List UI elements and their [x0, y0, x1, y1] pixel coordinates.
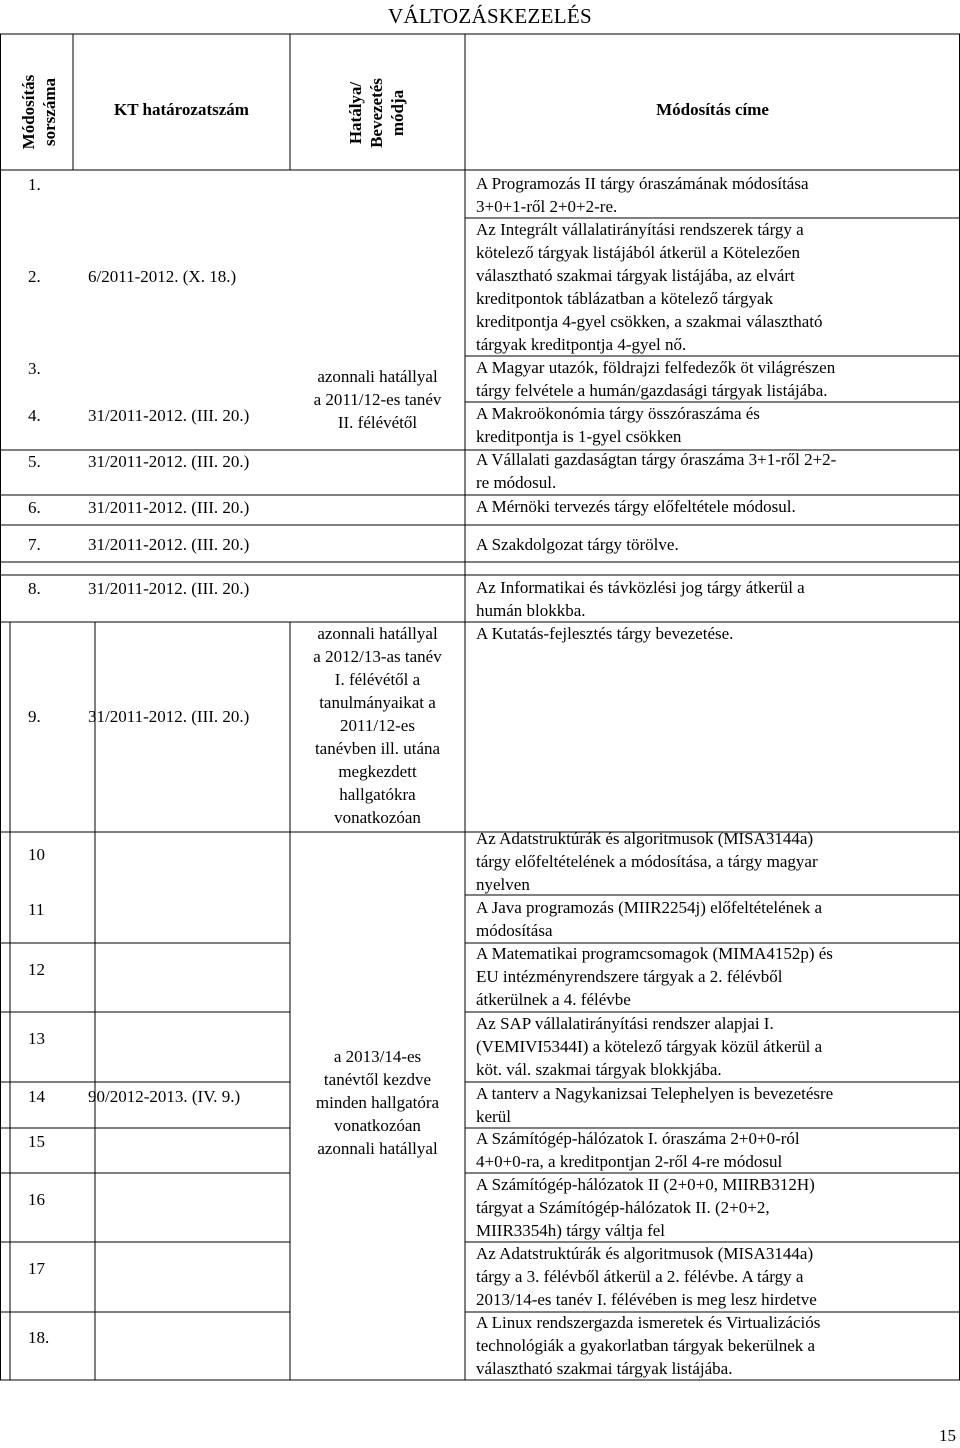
resolution-number: 31/2011-2012. (III. 20.) — [88, 452, 250, 471]
row-number: 15 — [28, 1132, 45, 1151]
row-number: 9. — [28, 707, 41, 726]
row-number: 11 — [28, 900, 45, 919]
header-resolution: KT határozatszám — [114, 100, 249, 119]
resolution-number: 31/2011-2012. (III. 20.) — [88, 707, 250, 726]
row-number: 5. — [28, 452, 41, 471]
row-number: 13 — [28, 1029, 45, 1048]
row-title: Az Integrált vállalatirányítási rendszerek tárgy a kötelező tárgyak listájából átkerül a Kötelezően választható szakmai tárgyak listájába, az elvárt kreditpontok táblázatban a kötelező tárgyak kreditpontja 4-gyel csökken, a szakmai választható tárgyak kreditpontja 4-gyel nő. — [476, 220, 823, 354]
row-number: 10 — [28, 845, 45, 864]
row-title: A Linux rendszergazda ismeretek és Virtualizációs technológiák a gyakorlatban tárgyak bekerülnek a választható szakmai tárgyak listájába. — [476, 1313, 821, 1378]
row-number: 16 — [28, 1190, 45, 1209]
row-number: 7. — [28, 535, 41, 554]
resolution-number: 6/2011-2012. (X. 18.) — [88, 267, 237, 286]
resolution-number: 31/2011-2012. (III. 20.) — [88, 535, 250, 554]
header-seq: Módosítás sorszáma — [19, 74, 59, 150]
row-title: A Matematikai programcsomagok (MIMA4152p) és EU intézményrendszere tárgyak a 2. félévből átkerülnek a 4. félévbe — [476, 944, 833, 1009]
row-title: A Számítógép-hálózatok II (2+0+0, MIIRB312H) tárgyat a Számítógép-hálózatok II. (2+0+2, MIIR3354h) tárgy váltja fel — [476, 1175, 815, 1240]
effect-group-1: azonnali hatállyal a 2011/12-es tanév II. félévétől — [313, 367, 442, 432]
row-title: Az Adatstruktúrák és algoritmusok (MISA3144a) tárgy előfeltételének a módosítása, a tárgy magyar nyelven — [476, 829, 818, 894]
row-title: Az SAP vállalatirányítási rendszer alapjai I. (VEMIVI5344I) a kötelező tárgyak közül átkerül a köt. vál. szakmai tárgyak blokkjába. — [476, 1014, 823, 1079]
header-effect: Hatálya/ Bevezetés módja — [346, 78, 407, 148]
row-title: A tanterv a Nagykanizsai Telephelyen is bevezetésre kerül — [476, 1084, 834, 1126]
row-number: 4. — [28, 406, 41, 425]
resolution-number: 31/2011-2012. (III. 20.) — [88, 406, 250, 425]
row-title: A Vállalati gazdaságtan tárgy óraszáma 3+1-ről 2+2- re módosul. — [476, 450, 837, 492]
row-number: 18. — [28, 1328, 50, 1347]
row-title: A Java programozás (MIIR2254j) előfeltételének a módosítása — [476, 898, 823, 940]
row-title: Az Adatstruktúrák és algoritmusok (MISA3144a) tárgy a 3. félévből átkerül a 2. félévbe. A tárgy a 2013/14-es tanév I. félévében is meg lesz hirdetve — [476, 1244, 817, 1309]
row-title: A Mérnöki tervezés tárgy előfeltétele módosul. — [476, 497, 796, 516]
row-number: 3. — [28, 359, 41, 378]
row-number: 12 — [28, 960, 45, 979]
row-title: A Magyar utazók, földrajzi felfedezők öt világrészen tárgy felvétele a humán/gazdasági tárgyak listájába. — [476, 358, 836, 400]
row-number: 2. — [28, 267, 41, 286]
row-title: A Kutatás-fejlesztés tárgy bevezetése. — [476, 624, 734, 643]
row-title: A Programozás II tárgy óraszámának módosítása 3+0+1-ről 2+0+2-re. — [476, 174, 809, 216]
effect-group-2: azonnali hatállyal a 2012/13-as tanév I. félévétől a tanulmányaikat a 2011/12-es tanévben ill. utána megkezdett hallgatókra vonatkozóan — [313, 624, 442, 827]
row-title: A Számítógép-hálózatok I. óraszáma 2+0+0-ról 4+0+0-ra, a kreditpontjan 2-ről 4-re módosul — [476, 1129, 800, 1171]
effect-group-3: a 2013/14-es tanévtől kezdve minden hallgatóra vonatkozóan azonnali hatállyal — [315, 1047, 440, 1158]
page-title: VÁLTOZÁSKEZELÉS — [388, 4, 592, 28]
resolution-number: 90/2012-2013. (IV. 9.) — [88, 1087, 241, 1106]
resolution-number: 31/2011-2012. (III. 20.) — [88, 498, 250, 517]
row-number: 17 — [28, 1259, 45, 1278]
row-title: A Makroökonómia tárgy összóraszáma és kreditpontja is 1-gyel csökken — [476, 404, 760, 446]
row-number: 8. — [28, 579, 41, 598]
row-title: A Szakdolgozat tárgy törölve. — [476, 535, 679, 554]
row-number: 14 — [28, 1087, 45, 1106]
row-number: 1. — [28, 175, 41, 194]
resolution-number: 31/2011-2012. (III. 20.) — [88, 579, 250, 598]
page-number: 15 — [939, 1426, 956, 1445]
row-title: Az Informatikai és távközlési jog tárgy átkerül a humán blokkba. — [476, 578, 805, 620]
header-title: Módosítás címe — [656, 100, 769, 119]
row-number: 6. — [28, 498, 41, 517]
